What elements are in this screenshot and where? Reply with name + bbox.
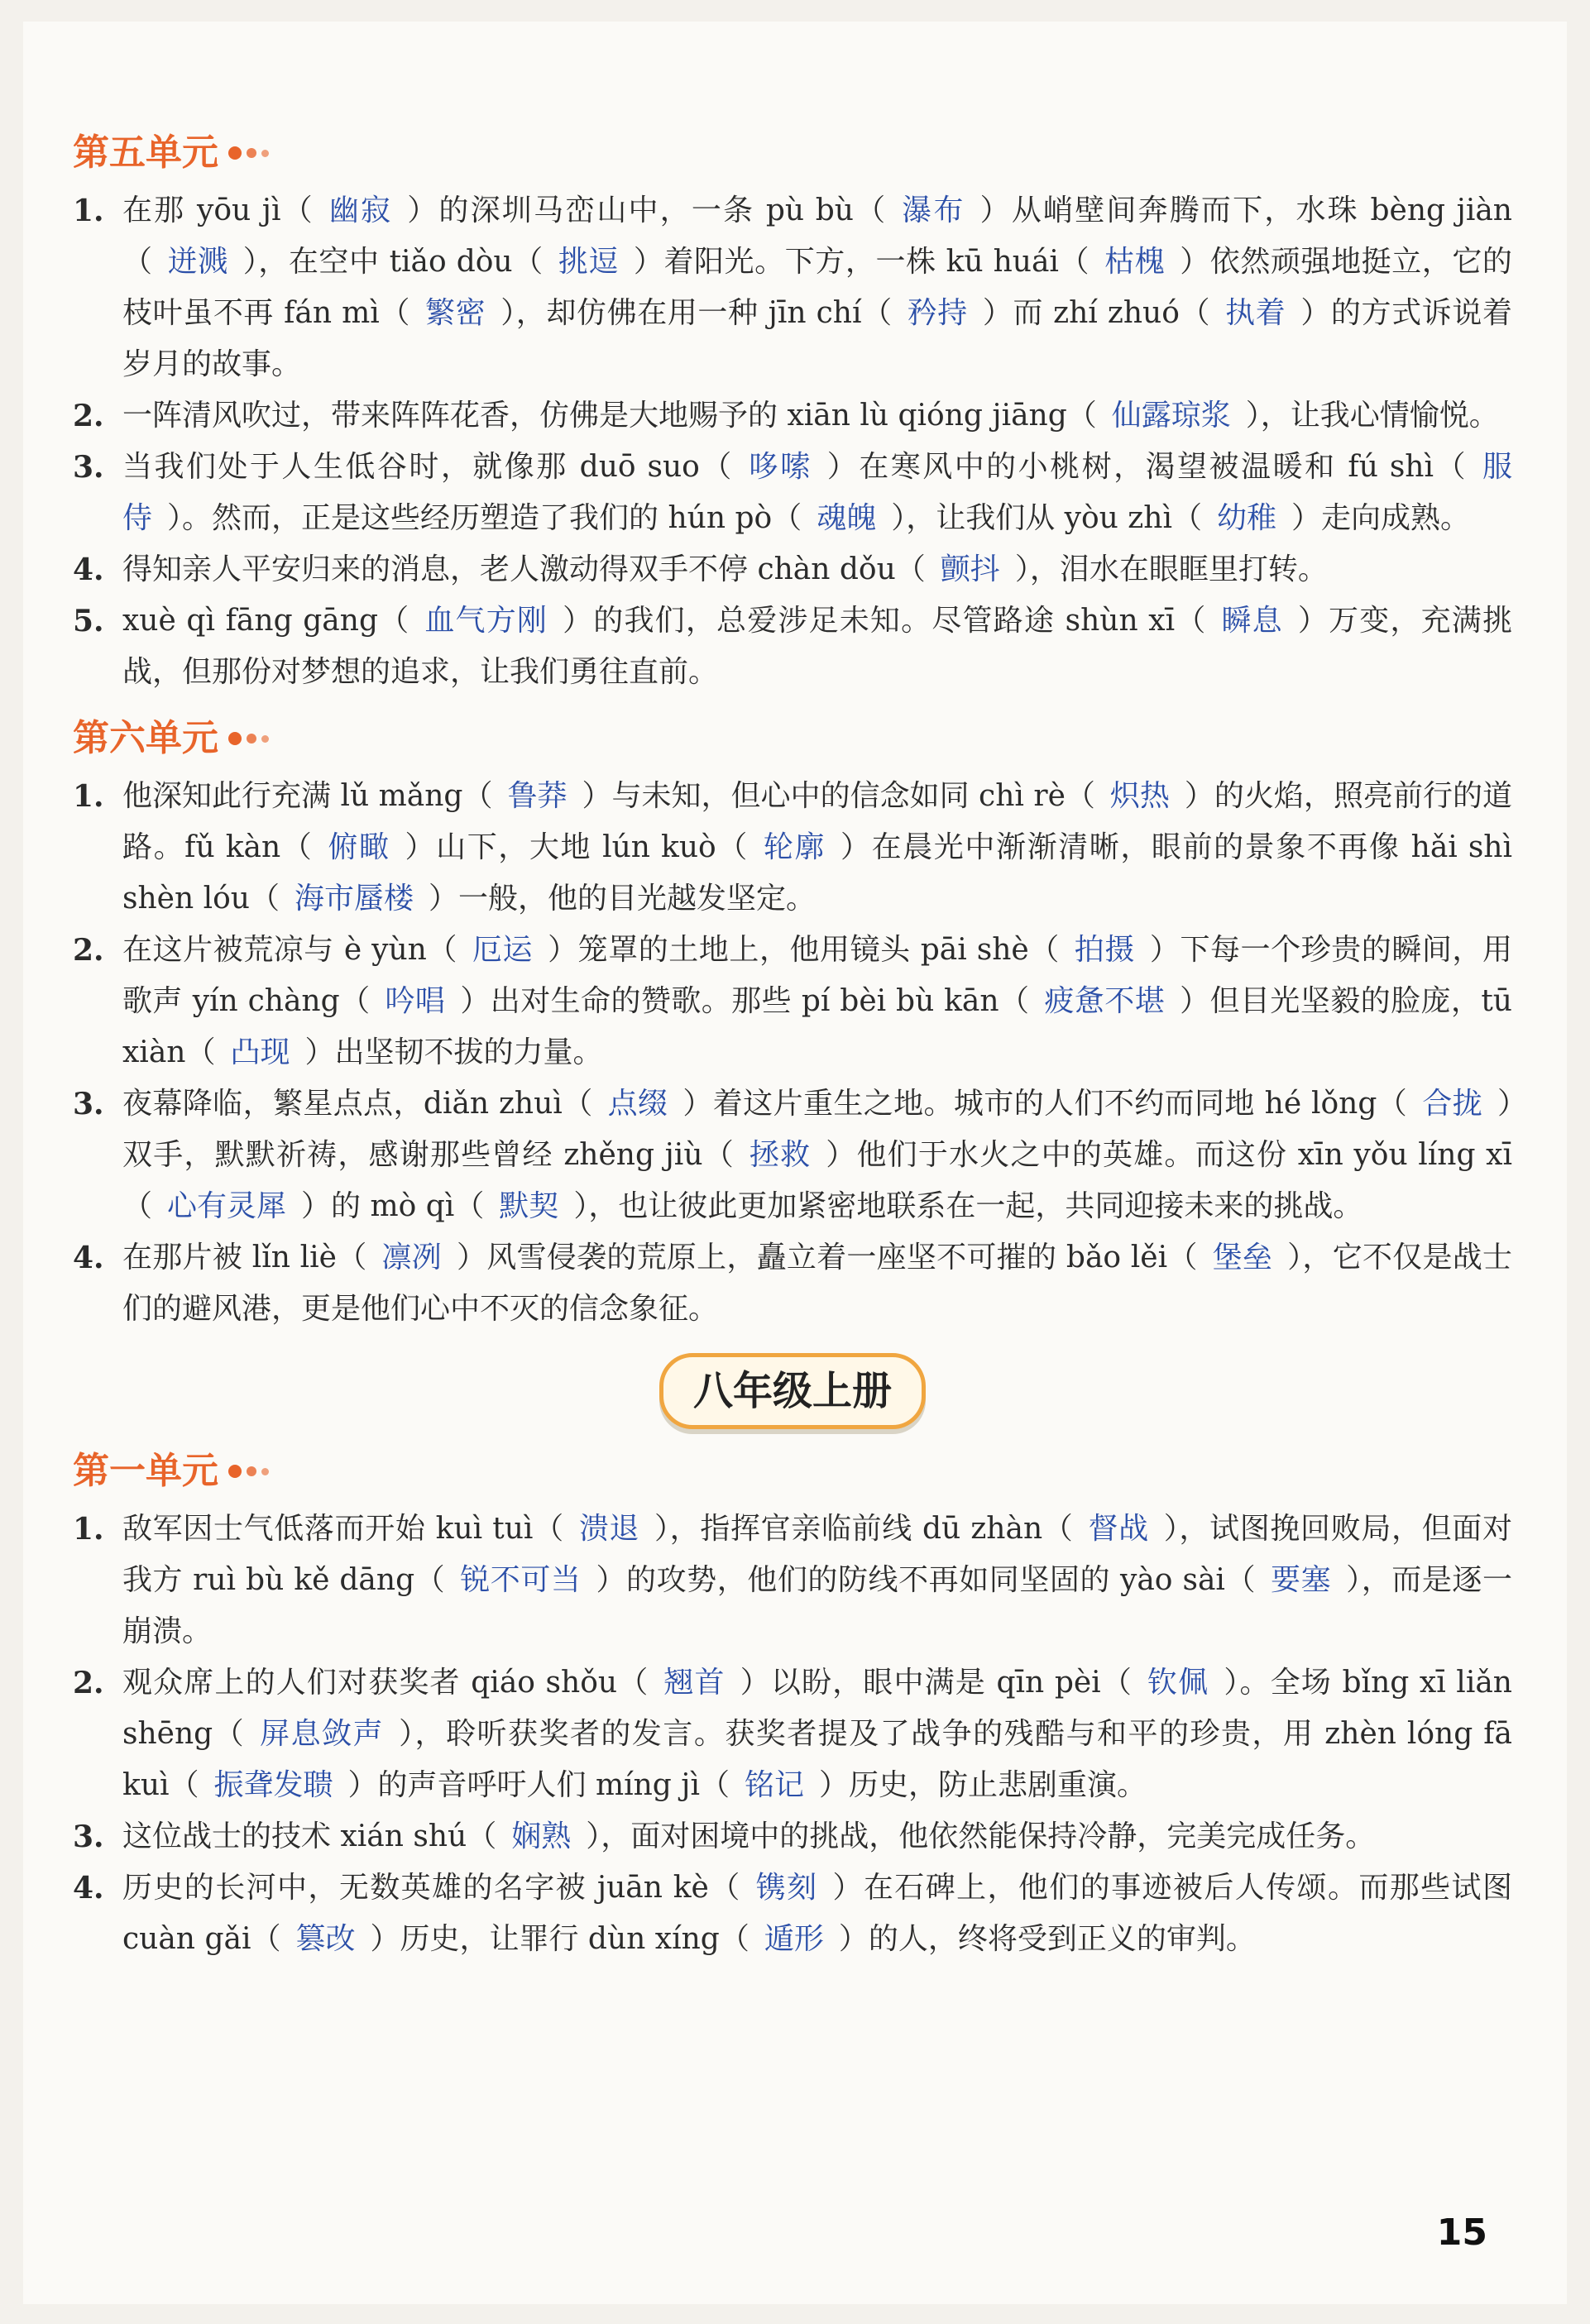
question-text: 在这片被荒凉与 è yùn（ bbox=[122, 933, 457, 967]
item-number: 2. bbox=[73, 933, 104, 968]
answer-text: 枯槐 bbox=[1104, 245, 1166, 279]
question-text: ），却仿佛在用一种 jīn chí（ bbox=[500, 296, 893, 330]
answer-text: 溃退 bbox=[578, 1512, 640, 1546]
exercise-item bbox=[73, 442, 1512, 544]
question-text: ）他们于水火之中的英雄。而这份 xīn yǒu líng xī（ bbox=[122, 1138, 1512, 1223]
question-text: ）万变，充满挑战，但那份对梦想的追求，让我们勇往直前。 bbox=[122, 604, 1512, 689]
answer-text: 屏息敛声 bbox=[260, 1717, 385, 1751]
question-text: 历史的长河中，无数英雄的名字被 juān kè（ bbox=[122, 1871, 741, 1905]
answer-text: 鲁莽 bbox=[507, 779, 568, 813]
answer-text: 哆嗦 bbox=[748, 450, 812, 484]
answer-text: 挑逗 bbox=[558, 245, 619, 279]
unit-title-text: 第一单元 bbox=[73, 1450, 218, 1492]
exercise-item bbox=[73, 1078, 1512, 1232]
answer-text: 瞬息 bbox=[1221, 604, 1283, 638]
question-text: 得知亲人平安归来的消息，老人激动得双手不停 chàn dǒu（ bbox=[122, 552, 926, 586]
question-text: ）。全场 bǐng xī liǎn shēng（ bbox=[122, 1666, 1512, 1751]
answer-text: 幼稚 bbox=[1216, 501, 1276, 535]
exercise-item bbox=[73, 771, 1512, 925]
question-text: ），泪水在眼眶里打转。 bbox=[1014, 552, 1328, 586]
question-text: ）在晨光中渐渐清晰，眼前的景象不再像 hǎi shì shèn lóu（ bbox=[122, 830, 1512, 916]
item-number: 5. bbox=[73, 604, 104, 638]
question-text: ），指挥官亲临前线 dū zhàn（ bbox=[654, 1512, 1074, 1546]
question-text: 当我们处于人生低谷时，就像那 duō suo（ bbox=[122, 450, 734, 484]
question-text: 夜幕降临，繁星点点，diǎn zhuì（ bbox=[122, 1087, 593, 1121]
answer-text: 堡垒 bbox=[1212, 1241, 1273, 1274]
question-text: ）以盼，眼中满是 qīn pèi（ bbox=[740, 1666, 1133, 1700]
question-text: ）与未知，但心中的信念如同 chì rè（ bbox=[582, 779, 1095, 813]
question-text: ）历史，让罪行 dùn xíng（ bbox=[370, 1922, 750, 1956]
answer-text: 俯瞰 bbox=[328, 830, 390, 864]
question-text: ），它不仅是战士们的避风港，更是他们心中不灭的信念象征。 bbox=[122, 1241, 1512, 1326]
question-text: ）的攻势，他们的防线不再如同坚固的 yào sài（ bbox=[596, 1563, 1257, 1597]
answer-text: 点缀 bbox=[607, 1087, 668, 1121]
question-text: ），面对困境中的挑战，他依然能保持冷静，完美完成任务。 bbox=[586, 1820, 1376, 1853]
item-number: 1. bbox=[73, 1512, 104, 1547]
question-text: 在那片被 lǐn liè（ bbox=[122, 1241, 367, 1274]
question-text: ）一般，他的目光越发坚定。 bbox=[428, 882, 816, 916]
item-number: 3. bbox=[73, 1820, 104, 1854]
item-number: 4. bbox=[73, 1241, 104, 1275]
answer-text: 钦佩 bbox=[1147, 1666, 1209, 1700]
answer-text: 拍摄 bbox=[1074, 933, 1135, 967]
question-text: ）下每一个珍贵的瞬间，用歌声 yín chàng（ bbox=[122, 933, 1512, 1018]
question-text: ）风雪侵袭的荒原上，矗立着一座坚不可摧的 bǎo lěi（ bbox=[457, 1241, 1198, 1274]
exercise-item bbox=[73, 595, 1512, 698]
exercise-item bbox=[73, 1657, 1512, 1811]
question-text: 在那 yōu jì（ bbox=[122, 194, 314, 227]
item-number: 4. bbox=[73, 552, 104, 587]
question-text: ）山下，大地 lún kuò（ bbox=[405, 830, 749, 864]
grade-badge: 八年级上册 bbox=[659, 1353, 926, 1429]
exercise-content bbox=[73, 112, 1512, 1965]
exercise-item bbox=[73, 185, 1512, 390]
exercise-item bbox=[73, 925, 1512, 1078]
page-number: 15 bbox=[1436, 2212, 1487, 2254]
question-text: 观众席上的人们对获奖者 qiáo shǒu（ bbox=[122, 1666, 649, 1700]
question-text: ）在寒风中的小桃树，渴望被温暖和 fú shì（ bbox=[826, 450, 1468, 484]
answer-text: 默契 bbox=[499, 1189, 559, 1223]
answer-text: 繁密 bbox=[424, 296, 486, 330]
question-text: 敌军因士气低落而开始 kuì tuì（ bbox=[122, 1512, 564, 1546]
answer-text: 心有灵犀 bbox=[167, 1189, 287, 1223]
unit-title bbox=[73, 126, 1512, 180]
grade-badge-wrap bbox=[73, 1353, 1512, 1429]
answer-text: 督战 bbox=[1088, 1512, 1149, 1546]
exercise-item bbox=[73, 1811, 1512, 1863]
answer-text: 疲惫不堪 bbox=[1044, 984, 1166, 1018]
answer-text: 凛冽 bbox=[381, 1241, 443, 1274]
answer-text: 振聋发聩 bbox=[213, 1768, 333, 1802]
question-text: ），而是逐一崩溃。 bbox=[122, 1563, 1512, 1648]
question-text: ）的方式诉说着岁月的故事。 bbox=[122, 296, 1512, 381]
question-text: ）依然顽强地挺立，它的枝叶虽不再 fán mì（ bbox=[122, 245, 1512, 330]
question-text: ）的火焰，照亮前行的道路。fǔ kàn（ bbox=[122, 779, 1512, 864]
answer-text: 锐不可当 bbox=[460, 1563, 582, 1597]
question-text: ），让我们从 yòu zhì（ bbox=[891, 501, 1202, 535]
item-number: 2. bbox=[73, 1666, 104, 1700]
question-text: ）的人，终将受到正义的审判。 bbox=[838, 1922, 1256, 1956]
exercise-item bbox=[73, 544, 1512, 595]
item-number: 1. bbox=[73, 779, 104, 814]
question-text: ）的声音呼吁人们 míng jì（ bbox=[347, 1768, 730, 1802]
question-text: 这位战士的技术 xián shú（ bbox=[122, 1820, 497, 1853]
question-text: ）双手，默默祈祷，感谢那些曾经 zhěng jiù（ bbox=[122, 1087, 1512, 1172]
exercise-item bbox=[73, 1504, 1512, 1657]
answer-text: 血气方刚 bbox=[424, 604, 548, 638]
item-number: 3. bbox=[73, 450, 104, 485]
question-text: 他深知此行充满 lǔ mǎng（ bbox=[122, 779, 493, 813]
question-text: ），在空中 tiǎo dòu（ bbox=[242, 245, 544, 279]
answer-text: 拯救 bbox=[749, 1138, 812, 1172]
question-text: ），聆听获奖者的发言。获奖者提及了战争的残酷与和平的珍贵，用 zhèn lóng fā kuì（ bbox=[122, 1717, 1512, 1802]
question-text: ）。然而，正是这些经历塑造了我们的 hún pò（ bbox=[167, 501, 802, 535]
answer-text: 执着 bbox=[1225, 296, 1286, 330]
unit-title bbox=[73, 1444, 1512, 1499]
question-text: xuè qì fāng gāng（ bbox=[122, 604, 410, 638]
answer-text: 幽寂 bbox=[328, 194, 393, 227]
question-text: ）着这片重生之地。城市的人们不约而同地 hé lǒng（ bbox=[682, 1087, 1408, 1121]
question-text: ）出对生命的赞歌。那些 pí bèi bù kān（ bbox=[460, 984, 1030, 1018]
question-text: ）的深圳马峦山中，一条 pù bù（ bbox=[407, 194, 888, 227]
question-text: ）在石碑上，他们的事迹被后人传颂。而那些试图 cuàn gǎi（ bbox=[122, 1871, 1512, 1956]
question-text: ）而 zhí zhuó（ bbox=[982, 296, 1211, 330]
question-text: ）的 mò qì（ bbox=[301, 1189, 485, 1223]
answer-text: 海市蜃楼 bbox=[294, 882, 414, 916]
answer-text: 要塞 bbox=[1271, 1563, 1332, 1597]
answer-text: 瀑布 bbox=[902, 194, 965, 227]
answer-text: 矜持 bbox=[907, 296, 968, 330]
answer-text: 翘首 bbox=[663, 1666, 726, 1700]
unit-title bbox=[73, 711, 1512, 766]
exercise-item bbox=[73, 1863, 1512, 1965]
exercise-item bbox=[73, 1232, 1512, 1335]
answer-text: 服侍 bbox=[122, 450, 1512, 535]
answer-text: 吟唱 bbox=[385, 984, 446, 1018]
answer-text: 凸现 bbox=[230, 1035, 290, 1069]
unit-title-text: 第六单元 bbox=[73, 717, 218, 759]
question-text: ）但目光坚毅的脸庞，tū xiàn（ bbox=[122, 984, 1512, 1069]
workbook-page bbox=[23, 22, 1567, 2304]
question-text: ），让我心情愉悦。 bbox=[1245, 399, 1499, 433]
answer-text: 铭记 bbox=[744, 1768, 804, 1802]
unit-title-text: 第五单元 bbox=[73, 132, 218, 174]
answer-text: 轮廓 bbox=[763, 830, 826, 864]
question-text: ）历史，防止悲剧重演。 bbox=[819, 1768, 1147, 1802]
answer-text: 娴熟 bbox=[511, 1820, 572, 1853]
question-text: ），试图挽回败局，但面对我方 ruì bù kě dāng（ bbox=[122, 1512, 1512, 1597]
decor-dots-icon bbox=[228, 1465, 269, 1478]
decor-dots-icon bbox=[228, 146, 269, 160]
answer-text: 镌刻 bbox=[755, 1871, 818, 1905]
answer-text: 炽热 bbox=[1109, 779, 1170, 813]
answer-text: 遁形 bbox=[764, 1922, 824, 1956]
item-number: 1. bbox=[73, 194, 104, 228]
answer-text: 篡改 bbox=[295, 1922, 356, 1956]
exercise-item bbox=[73, 390, 1512, 442]
answer-text: 厄运 bbox=[472, 933, 534, 967]
answer-text: 迸溅 bbox=[167, 245, 228, 279]
question-text: ）出坚韧不拔的力量。 bbox=[304, 1035, 603, 1069]
item-number: 3. bbox=[73, 1087, 104, 1121]
question-text: ），也让彼此更加紧密地联系在一起，共同迎接未来的挑战。 bbox=[573, 1189, 1363, 1223]
question-text: 一阵清风吹过，带来阵阵花香，仿佛是大地赐予的 xiān lù qióng jiāng（ bbox=[122, 399, 1097, 433]
question-text: ）从峭壁间奔腾而下，水珠 bèng jiàn（ bbox=[122, 194, 1512, 279]
answer-text: 仙露琼浆 bbox=[1111, 399, 1231, 433]
item-number: 4. bbox=[73, 1871, 104, 1906]
decor-dots-icon bbox=[228, 732, 269, 745]
answer-text: 颤抖 bbox=[940, 552, 1000, 586]
answer-text: 魂魄 bbox=[817, 501, 877, 535]
answer-text: 合拢 bbox=[1422, 1087, 1482, 1121]
question-text: ）笼罩的土地上，他用镜头 pāi shè（ bbox=[548, 933, 1060, 967]
item-number: 2. bbox=[73, 399, 104, 433]
question-text: ）着阳光。下方，一株 kū huái（ bbox=[633, 245, 1090, 279]
question-text: ）走向成熟。 bbox=[1291, 501, 1470, 535]
question-text: ）的我们，总爱涉足未知。尽管路途 shùn xī（ bbox=[563, 604, 1207, 638]
